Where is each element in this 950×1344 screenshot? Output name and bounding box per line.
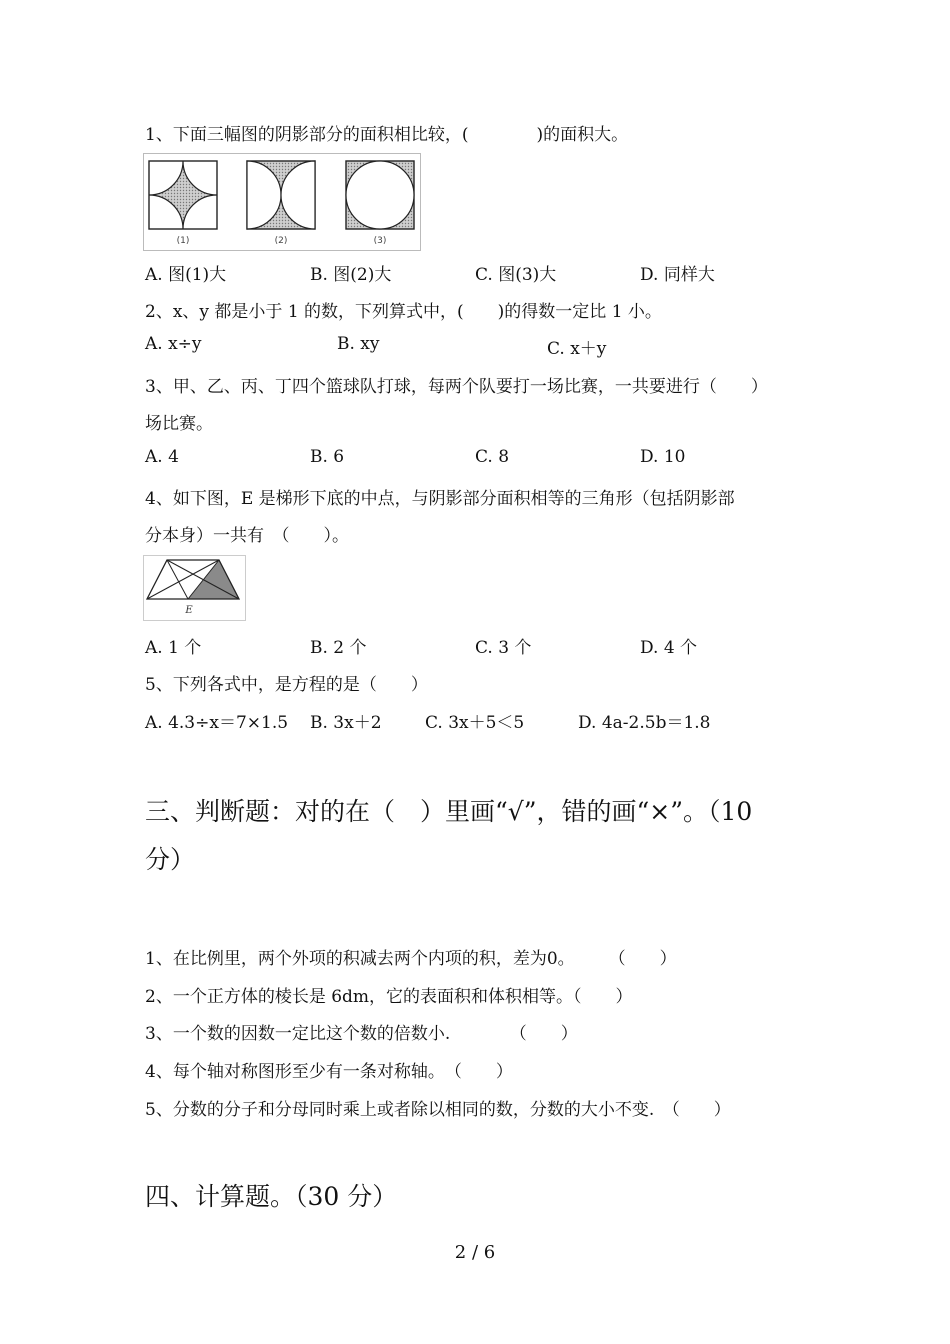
section3-title-line1: 三、判断题：对的在（ ）里画“√”，错的画“×”。（10 bbox=[145, 797, 753, 826]
judge-item-3: 3、一个数的因数一定比这个数的倍数小. （ ） bbox=[145, 1024, 578, 1044]
q1-figure bbox=[143, 153, 421, 251]
q1-option-d: D. 同样大 bbox=[640, 265, 715, 285]
q3-option-c: C. 8 bbox=[475, 447, 510, 467]
page-number: 2 / 6 bbox=[454, 1242, 496, 1263]
q1-option-b: B. 图(2)大 bbox=[310, 265, 392, 285]
q4-stem-line2: 分本身）一共有 （ ）。 bbox=[145, 526, 349, 546]
q5-option-c: C. 3x＋5＜5 bbox=[425, 713, 525, 733]
q5-stem: 5、下列各式中，是方程的是（ ） bbox=[145, 675, 428, 695]
q1-stem: 1、下面三幅图的阴影部分的面积相比较，( )的面积大。 bbox=[145, 125, 629, 145]
shaded-triangle bbox=[188, 560, 239, 599]
q4-option-c: C. 3 个 bbox=[475, 638, 532, 658]
figure-1-label: (1) bbox=[176, 236, 190, 246]
q3-stem-line2: 场比赛。 bbox=[145, 414, 213, 434]
q3-option-a: A. 4 bbox=[145, 447, 179, 467]
figure-2-square bbox=[247, 161, 315, 229]
q4-option-d: D. 4 个 bbox=[640, 638, 698, 658]
q4-option-b: B. 2 个 bbox=[310, 638, 367, 658]
figure-2-label: (2) bbox=[274, 236, 288, 246]
point-e-label: E bbox=[185, 605, 193, 616]
q5-option-d: D. 4a-2.5b＝1.8 bbox=[578, 713, 711, 733]
q2-stem: 2、x、y 都是小于 1 的数，下列算式中，( )的得数一定比 1 小。 bbox=[145, 302, 662, 322]
q3-option-d: D. 10 bbox=[640, 447, 686, 467]
q2-option-c: C. x＋y bbox=[547, 339, 607, 359]
figure-3-label: (3) bbox=[373, 236, 387, 246]
section3-title-line2: 分） bbox=[145, 845, 196, 874]
q5-option-a: A. 4.3÷x＝7×1.5 bbox=[145, 713, 289, 733]
judge-item-5: 5、分数的分子和分母同时乘上或者除以相同的数，分数的大小不变. （ ） bbox=[145, 1100, 731, 1120]
section4-title: 四、计算题。（30 分） bbox=[145, 1182, 398, 1211]
q4-option-a: A. 1 个 bbox=[145, 638, 202, 658]
judge-item-2: 2、一个正方体的棱长是 6dm，它的表面积和体积相等。（ ） bbox=[145, 987, 633, 1007]
figure-1-square bbox=[149, 161, 217, 229]
q4-trapezoid-figure bbox=[143, 555, 246, 621]
q1-option-c: C. 图(3)大 bbox=[475, 265, 557, 285]
figure-3-square bbox=[346, 161, 414, 229]
q5-option-b: B. 3x＋2 bbox=[310, 713, 382, 733]
q3-option-b: B. 6 bbox=[310, 447, 345, 467]
q2-option-a: A. x÷y bbox=[145, 334, 202, 354]
q1-option-a: A. 图(1)大 bbox=[145, 265, 227, 285]
judge-item-4: 4、每个轴对称图形至少有一条对称轴。 （ ） bbox=[145, 1062, 513, 1082]
q4-stem-line1: 4、如下图，E 是梯形下底的中点，与阴影部分面积相等的三角形（包括阴影部 bbox=[145, 489, 735, 509]
q3-stem-line1: 3、甲、乙、丙、丁四个篮球队打球，每两个队要打一场比赛，一共要进行（ ） bbox=[145, 377, 768, 397]
q2-option-b: B. xy bbox=[337, 334, 380, 354]
judge-item-1: 1、在比例里，两个外项的积减去两个内项的积，差为0。 （ ） bbox=[145, 949, 677, 969]
